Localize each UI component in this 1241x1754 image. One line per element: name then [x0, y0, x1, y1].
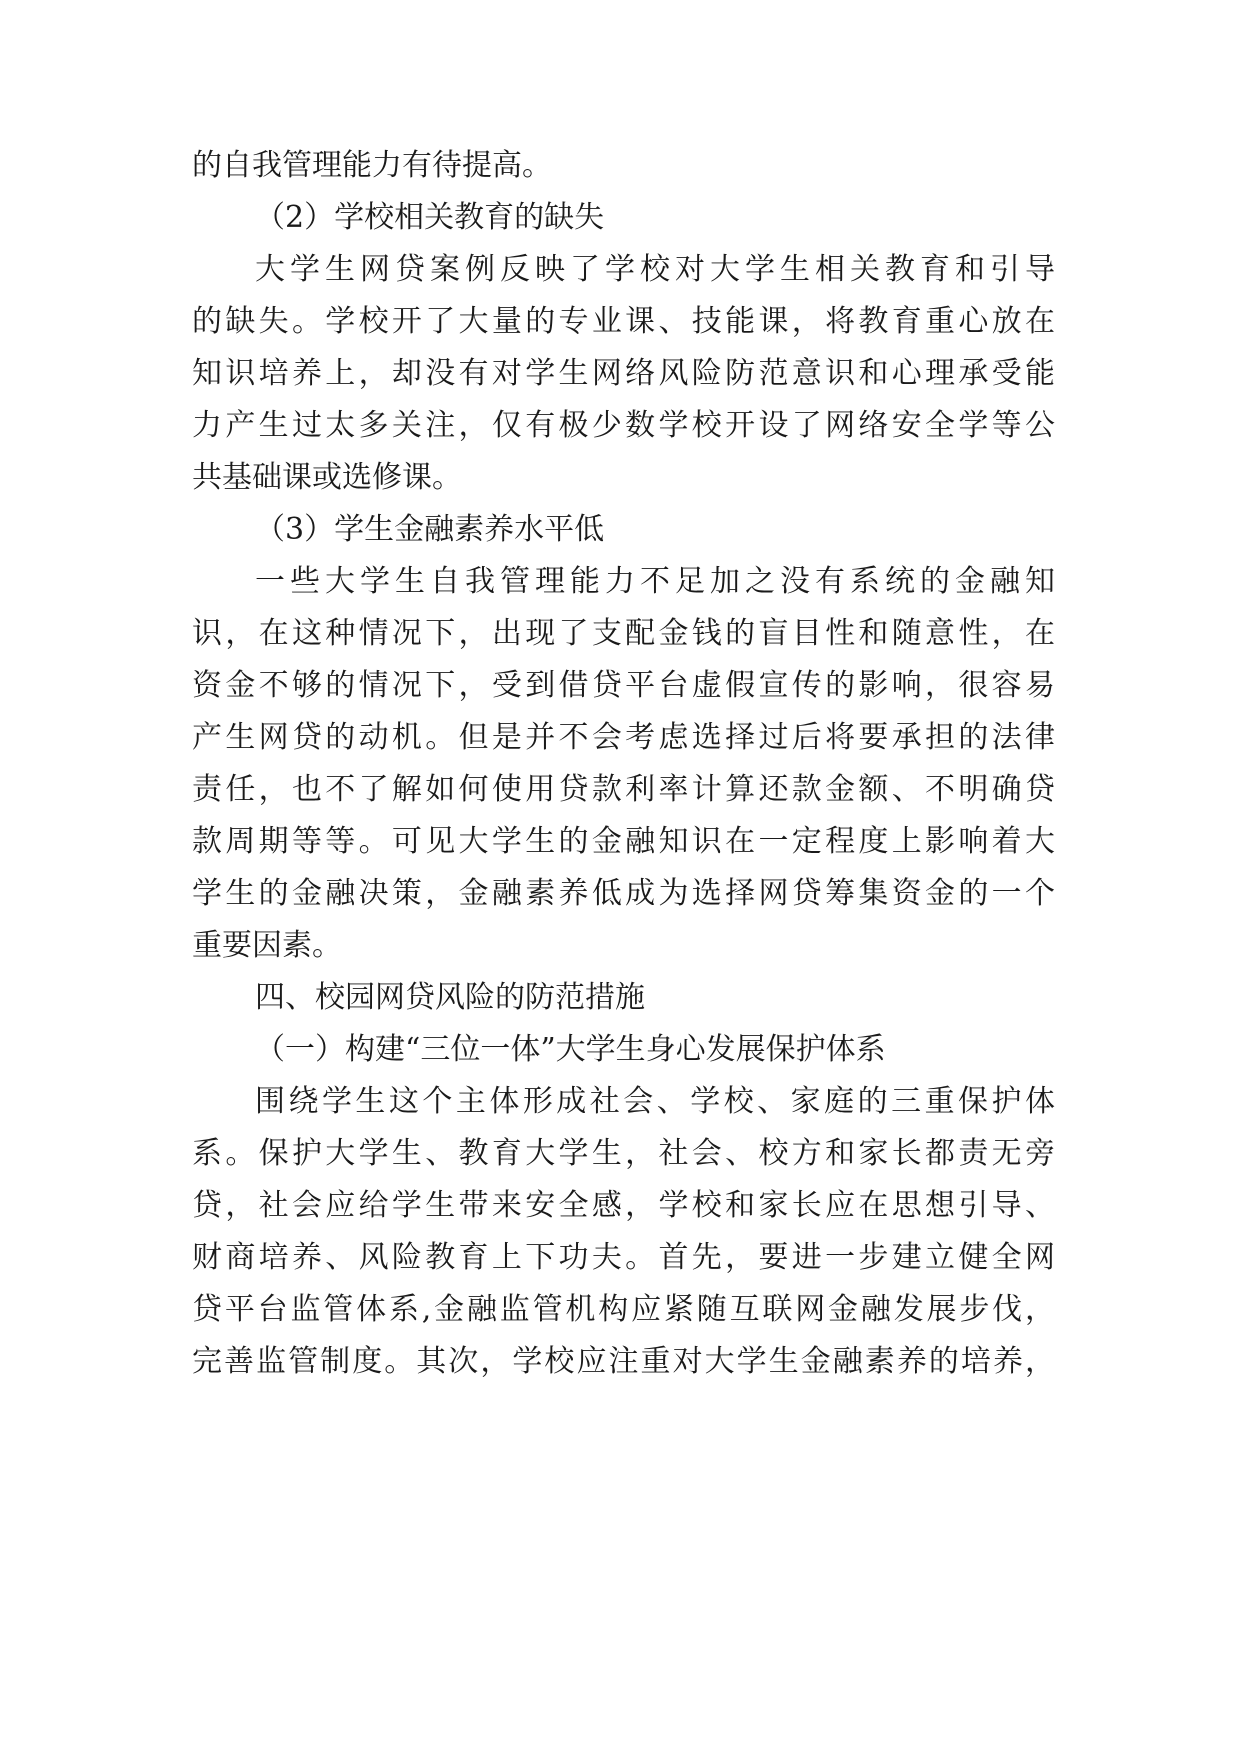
text-line-20: 系。保护大学生、教育大学生，社会、校方和家长都责无旁	[192, 1136, 1055, 1171]
text-line-10: 识，在这种情况下，出现了支配金钱的盲目性和随意性，在	[192, 616, 1055, 651]
subheading-school-education: （2）学校相关教育的缺失	[255, 200, 605, 235]
text-line-21: 贷，社会应给学生带来安全感，学校和家长应在思想引导、	[192, 1188, 1055, 1223]
text-line-7: 共基础课或选修课。	[192, 460, 462, 495]
text-line-14: 款周期等等。可见大学生的金融知识在一定程度上影响着大	[192, 824, 1055, 859]
section-heading-prevention: 四、校园网贷风险的防范措施	[255, 980, 645, 1015]
text-line-3: 大学生网贷案例反映了学校对大学生相关教育和引导	[255, 252, 1055, 287]
text-line-4: 的缺失。学校开了大量的专业课、技能课，将教育重心放在	[192, 304, 1055, 339]
text-line-16: 重要因素。	[192, 928, 342, 963]
text-line-6: 力产生过太多关注，仅有极少数学校开设了网络安全学等公	[192, 408, 1055, 443]
text-line-15: 学生的金融决策，金融素养低成为选择网贷筹集资金的一个	[192, 876, 1055, 911]
text-line-5: 知识培养上，却没有对学生网络风险防范意识和心理承受能	[192, 356, 1055, 391]
text-line-22: 财商培养、风险教育上下功夫。首先，要进一步建立健全网	[192, 1240, 1055, 1275]
text-line-1: 的自我管理能力有待提高。	[192, 148, 552, 183]
text-line-23: 贷平台监管体系,金融监管机构应紧随互联网金融发展步伐，	[192, 1292, 1055, 1327]
text-line-13: 责任，也不了解如何使用贷款利率计算还款金额、不明确贷	[192, 772, 1055, 807]
subheading-protection-system: （一）构建“三位一体”大学生身心发展保护体系	[255, 1032, 886, 1067]
subheading-financial-literacy: （3）学生金融素养水平低	[255, 512, 605, 547]
text-line-12: 产生网贷的动机。但是并不会考虑选择过后将要承担的法律	[192, 720, 1055, 755]
text-line-9: 一些大学生自我管理能力不足加之没有系统的金融知	[255, 564, 1055, 599]
text-line-11: 资金不够的情况下，受到借贷平台虚假宣传的影响，很容易	[192, 668, 1055, 703]
text-line-19: 围绕学生这个主体形成社会、学校、家庭的三重保护体	[255, 1084, 1055, 1119]
text-line-24: 完善监管制度。其次，学校应注重对大学生金融素养的培养，	[192, 1344, 1055, 1379]
